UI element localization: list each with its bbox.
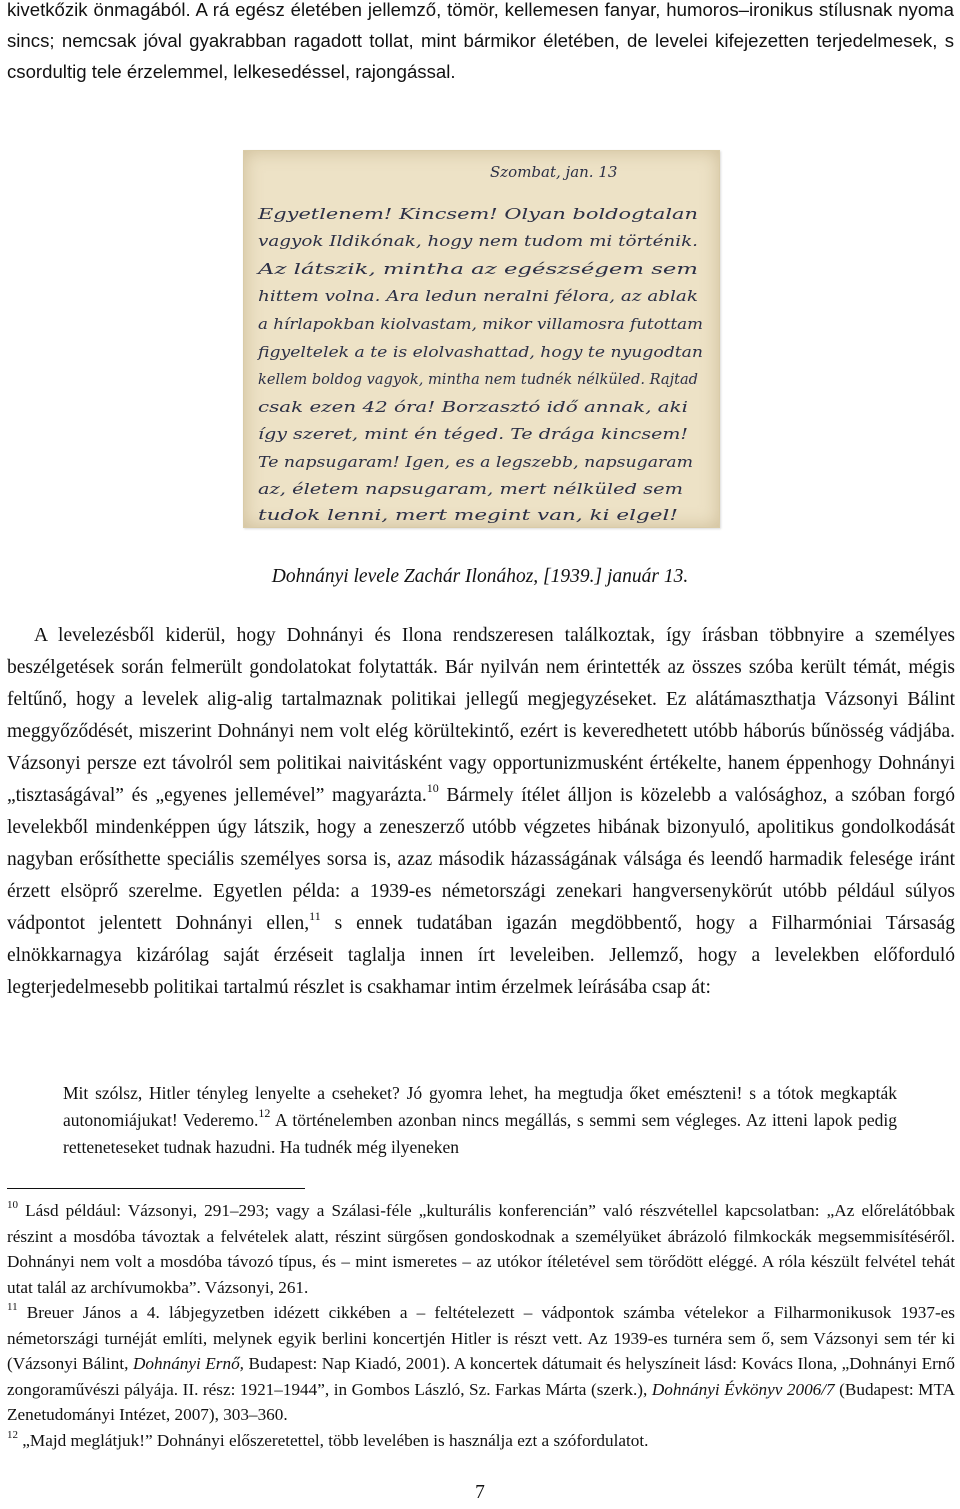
intro-paragraph [7,0,954,87]
footnote-ref-11[interactable]: 11 [309,909,321,923]
letter-image [243,150,720,528]
footnote-text: Budapest: Nap Kiadó, 2001). A koncertek dátumait és helyszíneit lásd: Kovács Ilona, „Dohnányi Ernő zongoraművészi pályája. II. rész: 1921–1944”, in Gombos László, Sz. Farkas Márta (szerk.), [7,1354,955,1399]
footnote-11 [7,1300,955,1428]
footnote-ref-10[interactable]: 10 [426,781,439,795]
footnote-ref-12[interactable]: 12 [258,1106,271,1120]
handwriting-line: hittem volna. Ara ledun neralni félora, az ablak [258,287,698,305]
figure-caption: Dohnányi levele Zachár Ilonához, [1939.] január 13. [271,566,689,587]
footnote-text: „Majd meglátjuk!” Dohnányi előszeretettel, több levelében is használja ezt a szófordulatot. [22,1430,649,1450]
footnote-title: Dohnányi Ernő, [133,1354,244,1373]
body-text: s ennek tudatában igazán megdöbbentő, hogy a Filharmóniai Társaság elnökkarnagya kizárólag saját érzéseit taglalja innen írt leveleiben. Jellemző, hogy a levelekben előforduló legterjedelmesebb politikai tartalmú részlet is csakhamar intim érzelmek leírásába csap át: [7,913,955,998]
footnote-number: 12 [7,1428,18,1441]
handwriting [244,151,719,527]
handwriting-line: az, életem napsugaram, mert nélküled sem [258,480,683,498]
quote-text: A történelemben azonban nincs megállás, s semmi sem végleges. Az itteni lapok pedig rettenetes [63,1110,897,1157]
block-quote [63,1080,897,1161]
quote-text: eket tudnak hazudni. Ha tudnék még ilyeneken [130,1137,460,1157]
footnote-text: Breuer János a 4. lábjegyzetben idézett cikkében a – feltételezett – vádpontok számba vételekor a Filharmonikusok 1937-es németországi turnéját említi, melynek egyik berlini koncertjén Hitler is részt vett. Az 1939-es turnéra sem ő, sem Vázsonyi sem tér ki (Vázsonyi Bálint, [7,1303,955,1373]
footnote-title: Dohnányi Évkönyv 2006/7 [651,1379,835,1399]
handwriting-line: Te napsugaram! Igen, es a legszebb, napsugaram [258,453,693,471]
intro-text: kivetkőzik önmagából. A rá egész életében jellemző, tömör, kellemesen fanyar, humoros–ironikus stílusnak nyoma sincs; nemcsak jóval gyakrabban ragadott tollat, mint bármikor életében, de levelei kifejezetten terjedelmesek, s csordultig tele érzelemmel, lelkesedéssel, rajongással. [7,0,954,82]
quote-text: Mit szólsz, Hitler tényleg lenyelte a cseheket? Jó gyomra lehet, ha megtudja őket emészteni! s a tótok megkapták autonomiájukat! Vederemo. [63,1083,897,1130]
footnote-10 [7,1198,955,1300]
page-number: 7 [475,1482,485,1503]
footnote-number: 10 [7,1199,18,1211]
handwriting-line: Szombat, jan. 13 [490,163,618,181]
footnote-number: 11 [7,1301,18,1313]
handwriting-line: figyeltelek a te is elolvashattad, hogy te nyugodtan [256,343,703,361]
footnote-12 [7,1428,955,1454]
handwriting-line: kellem boldog vagyok, mintha nem tudnék nélküled. Rajtad [258,370,698,388]
body-text: Bármely ítélet álljon is közelebb a valósághoz, a szóban forgó levelekből mindenképpen úgy látszik, hogy a zeneszerző utóbb végzetes hibának bizonyuló, apolitikus gondolkodását nagyban erősíthette speciális személyes sorsa is, azaz második házasságának válsága és leendő harmadik felesége iránt érzett elsöprő szerelme. Egyetlen példa: a 1939-es németországi zenekari hangversenykörút utóbb például súlyos vádpontot jelentett Dohnányi ellen, [7,785,955,934]
footnote-text: Lásd például: Vázsonyi, 291–293; vagy a Szálasi-féle „kulturális konferencián” való részvétellel kapcsolatban: „Az előrelátóbbak részint a mosdóba távoztak a felvételek alatt, részint sürgősen gondoskodnak a személyüket ábrázoló filmkockák megsemmisítéséről. Dohnányi nem volt a mosdóba távozó típus, és – mint ismeretes – az utókor ítéletével sem törődött eléggé. A róla készült felvétel tehát utat talál az archívumokba”. Vázsonyi, 261. [7,1201,955,1297]
footnote-divider [7,1188,305,1189]
footnote-text: (Budapest: MTA Zenetudományi Intézet, 2007), 303–360. [7,1379,955,1424]
handwriting-line: Egyetlenem! Kincsem! Olyan boldogtalan [256,205,698,223]
handwriting-line: tudok lenni, mert megint van, ki elgel! [258,506,678,524]
footnotes [7,1198,955,1453]
handwriting-line: a hírlapokban kiolvastam, mikor villamosra futottam [258,315,703,333]
handwriting-line: Az látszik, mintha az egészségem sem [254,260,699,278]
handwriting-line: vagyok Ildikónak, hogy nem tudom mi történik. [258,232,698,250]
handwriting-line: így szeret, mint én téged. Te drága kincsem! [258,425,688,443]
main-paragraph [7,620,955,1004]
handwriting-line: csak ezen 42 óra! Borzasztó idő annak, aki [258,398,689,416]
body-text: A levelezésből kiderül, hogy Dohnányi és Ilona rendszeresen találkoztak, így írásban többnyire a személyes beszélgetések során felmerült gondolatokat folytatták. Bár nyilván nem érintették az összes szóba került témát, mégis feltűnő, hogy a levelek alig-alig tartalmaznak politikai jellegű megjegyzéseket. Ez alátámaszthatja Vázsonyi Bálint meggyőződését, miszerint Dohnányi nem volt elég körültekintő, ezért is keveredhetett utóbb háborús bűnösség vádjába. Vázsonyi persze ezt távolról sem politikai naivitásként vagy opportunizmusként értékelte, hanem éppenhogy Dohnányi „tisztaságával” és „egyenes jellemével” magyarázta. [7,625,955,806]
